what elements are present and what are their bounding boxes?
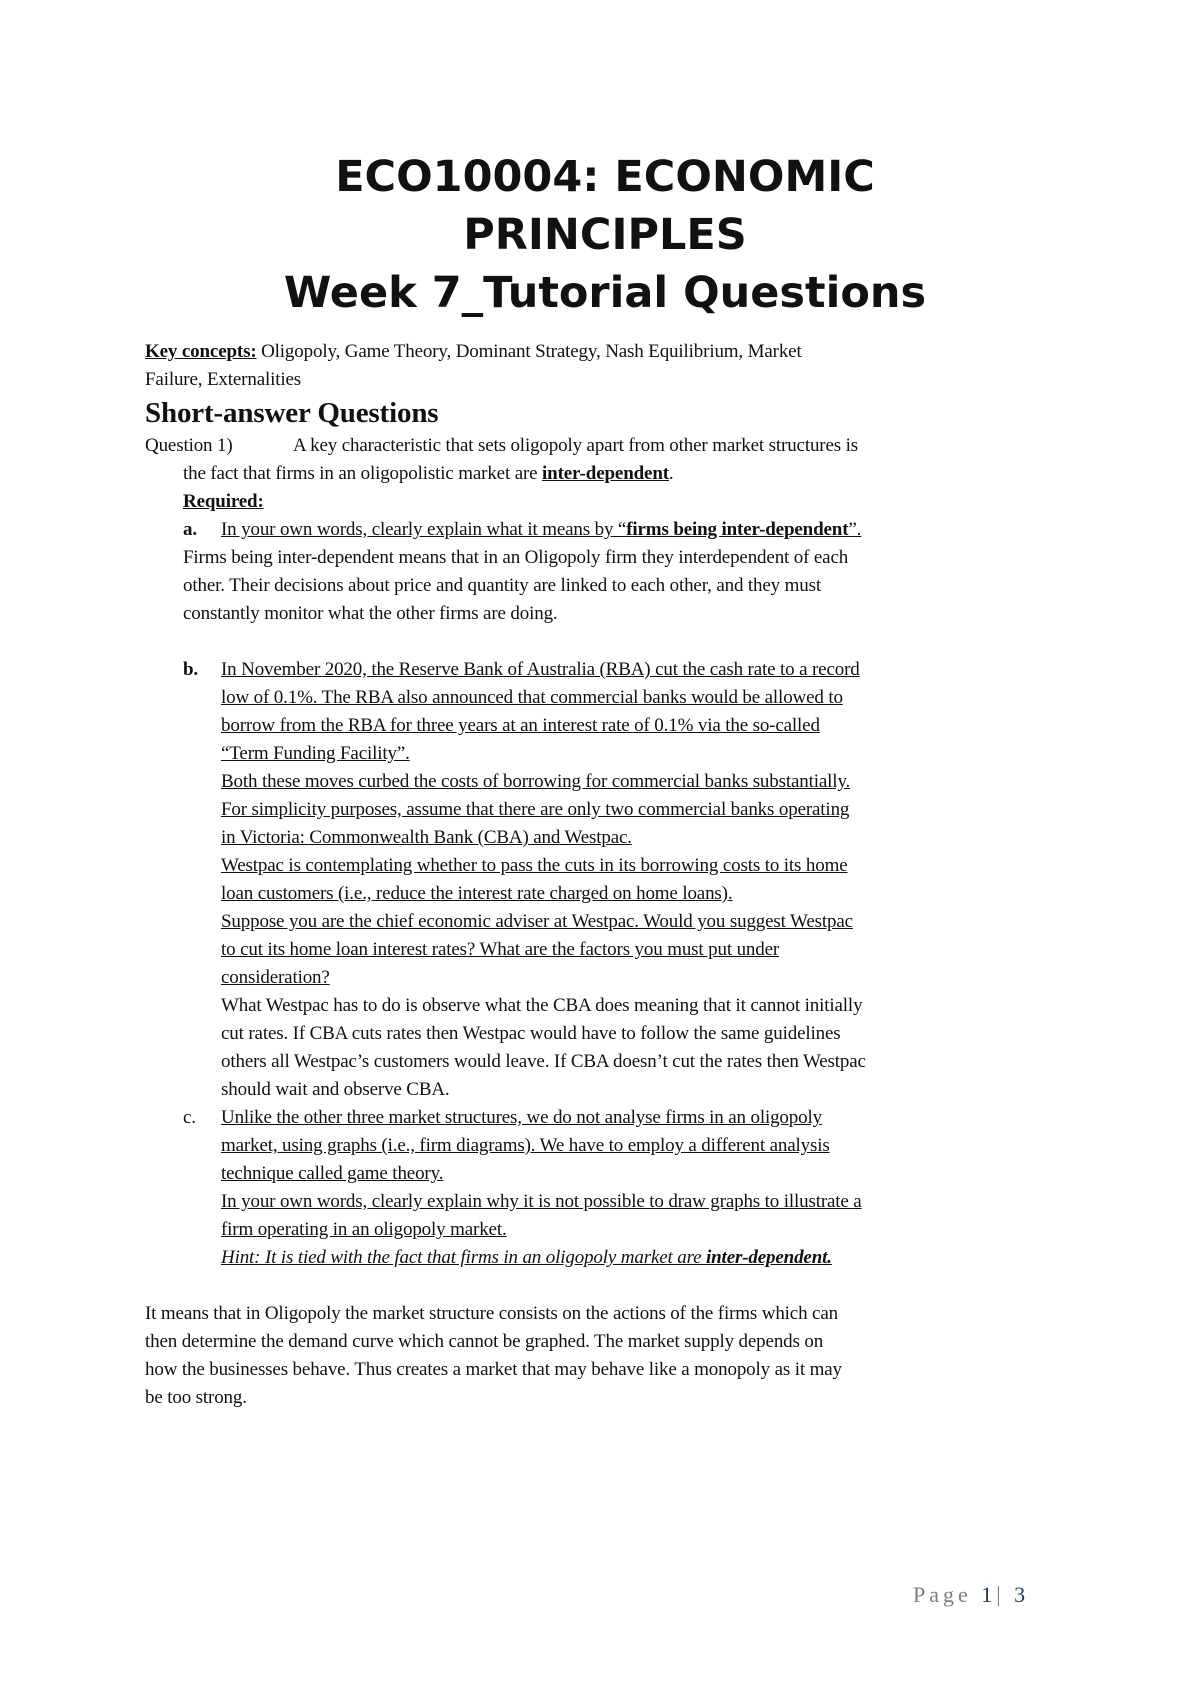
required-label: Required: xyxy=(183,491,264,512)
part-b-question-line: borrow from the RBA for three years at an interest rate of 0.1% via the so-called xyxy=(221,715,820,736)
part-a-text-end: ”. xyxy=(848,519,862,540)
part-c-text: Unlike the other three market structures, we do not analyse firms in an oligopoly xyxy=(221,1107,822,1128)
part-a-text: In your own words, clearly explain what it means by “ xyxy=(221,519,627,540)
document-title xyxy=(145,148,1065,322)
question-1-text-1: A key characteristic that sets oligopoly apart from other market structures is xyxy=(293,435,858,456)
question-1-text-2-end: . xyxy=(668,463,674,484)
part-c-answer-line: be too strong. xyxy=(145,1387,247,1408)
section-heading: Short-answer Questions xyxy=(145,397,439,429)
part-b-question-line: low of 0.1%. The RBA also announced that commercial banks would be allowed to xyxy=(221,687,843,708)
part-c-question-line: In your own words, clearly explain why it is not possible to draw graphs to illustrate a xyxy=(221,1191,862,1212)
title-line-1: ECO10004: ECONOMIC xyxy=(335,152,875,202)
question-1 xyxy=(145,432,1065,460)
part-c-answer-line: then determine the demand curve which cannot be graphed. The market supply depends on xyxy=(145,1331,824,1352)
page-separator: | xyxy=(996,1582,1005,1607)
part-c-marker: c. xyxy=(183,1107,196,1128)
part-b-question-line: “Term Funding Facility”. xyxy=(221,743,410,764)
part-a-marker: a. xyxy=(183,519,197,540)
part-b-question-line: Westpac is contemplating whether to pass the cuts in its borrowing costs to its home xyxy=(221,855,848,876)
part-b-question-line: consideration? xyxy=(221,967,330,988)
part-c-question-line: market, using graphs (i.e., firm diagrams). We have to employ a different analysis xyxy=(221,1135,830,1156)
part-c-answer-line: It means that in Oligopoly the market structure consists on the actions of the firms which can xyxy=(145,1303,838,1324)
title-line-2: PRINCIPLES xyxy=(463,210,747,260)
part-b-text: In November 2020, the Reserve Bank of Australia (RBA) cut the cash rate to a record xyxy=(221,659,860,680)
hint-text: Hint: It is tied with the fact that firms in an oligopoly market are xyxy=(221,1247,707,1268)
page-number: 1 xyxy=(981,1582,997,1607)
part-b-answer-line: others all Westpac’s customers would leave. If CBA doesn’t cut the rates then Westpac xyxy=(221,1051,866,1072)
part-a-answer-line: constantly monitor what the other firms are doing. xyxy=(183,603,558,624)
inter-dependent-term: inter-dependent xyxy=(542,463,669,484)
part-c-question-line: firm operating in an oligopoly market. xyxy=(221,1219,507,1240)
part-a-answer-line: other. Their decisions about price and quantity are linked to each other, and they must xyxy=(183,575,821,596)
part-b-question-line: in Victoria: Commonwealth Bank (CBA) and Westpac. xyxy=(221,827,632,848)
part-c-hint xyxy=(145,1244,1065,1272)
part-b-question-line: to cut its home loan interest rates? What are the factors you must put under xyxy=(221,939,780,960)
page-label: Page xyxy=(913,1582,972,1607)
question-1-text-2: the fact that firms in an oligopolistic market are xyxy=(183,463,543,484)
title-line-3: Week 7_Tutorial Questions xyxy=(283,268,927,318)
page-footer xyxy=(913,1582,1029,1608)
question-1-number: Question 1) xyxy=(145,435,233,456)
part-b-question-line xyxy=(145,656,1065,684)
key-concepts xyxy=(145,338,1065,366)
part-b-question-line: For simplicity purposes, assume that there are only two commercial banks operating xyxy=(221,799,850,820)
hint-bold-term: inter-dependent. xyxy=(706,1247,832,1268)
key-concepts-label: Key concepts: xyxy=(145,341,257,362)
spacer xyxy=(145,628,1065,656)
part-b-marker: b. xyxy=(183,659,199,680)
part-a-bold-term: firms being inter-dependent xyxy=(626,519,849,540)
part-b-answer-line: should wait and observe CBA. xyxy=(221,1079,450,1100)
part-b-answer-line: What Westpac has to do is observe what the CBA does meaning that it cannot initially xyxy=(221,995,863,1016)
part-b-question-line: Both these moves curbed the costs of borrowing for commercial banks substantially. xyxy=(221,771,851,792)
document-body xyxy=(145,338,1065,1412)
part-b-question-line: Suppose you are the chief economic adviser at Westpac. Would you suggest Westpac xyxy=(221,911,853,932)
part-c-question-line: technique called game theory. xyxy=(221,1163,444,1184)
part-c-question-line xyxy=(145,1104,1065,1132)
part-c-answer-line: how the businesses behave. Thus creates a market that may behave like a monopoly as it may xyxy=(145,1359,842,1380)
question-1-line-2 xyxy=(145,460,1065,488)
part-a-answer-line: Firms being inter-dependent means that in an Oligopoly firm they interdependent of each xyxy=(183,547,849,568)
key-concepts-text-2: Failure, Externalities xyxy=(145,369,302,390)
part-b-answer-line: cut rates. If CBA cuts rates then Westpac would have to follow the same guidelines xyxy=(221,1023,841,1044)
spacer xyxy=(145,1272,1065,1300)
part-b-question-line: loan customers (i.e., reduce the interest rate charged on home loans). xyxy=(221,883,733,904)
part-a-question xyxy=(145,516,1065,544)
total-pages: 3 xyxy=(1014,1582,1030,1607)
key-concepts-text-1: Oligopoly, Game Theory, Dominant Strategy, Nash Equilibrium, Market xyxy=(256,341,802,362)
